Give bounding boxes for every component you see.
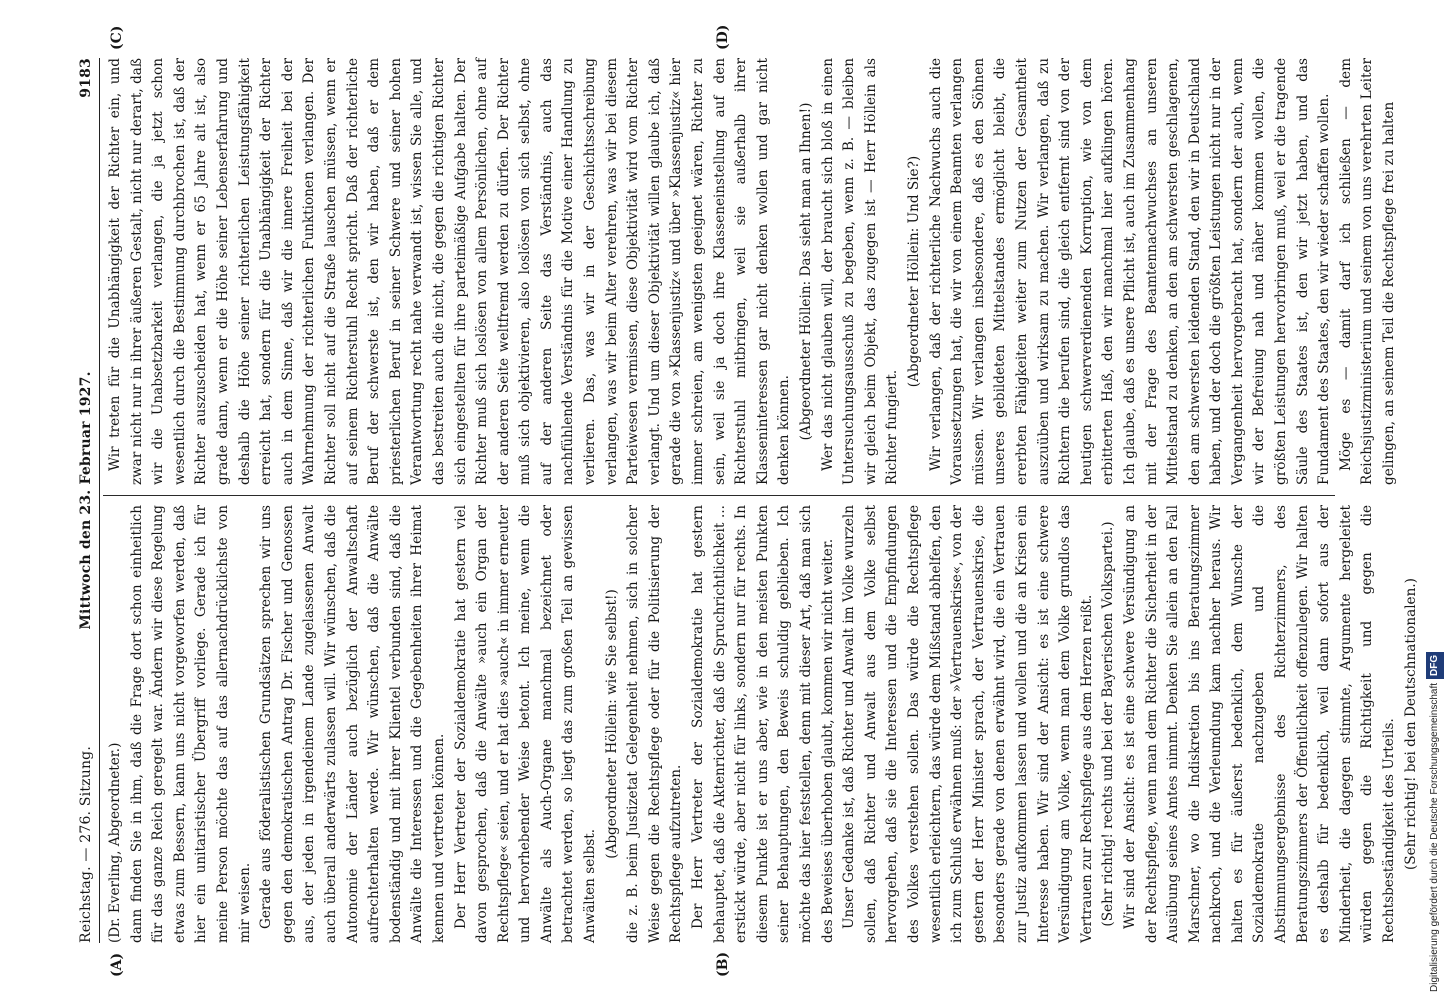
- paragraph: dann finden Sie in ihm, daß die Frage dort schon einheitlich für das ganze Reich geregelt war. Ändern wir diese Regelung etwas zum Bessern, kann uns nicht vorgeworfen werden, daß hier ein unitaristischer Übergriff vorliege. Gerade ich für meine Person möchte das auf das allernachdrücklichste von mir weisen.: [128, 505, 253, 943]
- paragraph: Der Herr Vertreter der Sozialdemokratie hat gestern behauptet, daß die Aktenrichter, daß die Spruchrichtlichkeit ... erstickt würde, aber nicht für links, sondern nur für rechts. In diesem Punkte ist er uns aber, wie in den meisten Punkten seiner Behauptungen, den Beweis schuldig geblieben. Ich möchte das hier feststellen, denn mit dieser Art, daß man sich des Beweises überhoben glaubt, kommen wir nicht weiter.: [690, 505, 836, 943]
- paragraph: Möge es — damit darf ich schließen — dem Reichsjustizministerium und seinem von uns verehrten Leiter gelingen, an seinem Teil die Rechtspflege frei zu halten: [1337, 58, 1398, 485]
- margin-mark-d: (D): [715, 24, 731, 50]
- interjection: (Sehr richtig! bei den Deutschnationalen.): [1402, 578, 1419, 870]
- watermark-text: Digitalisierung gefördert durch die Deutsche ForschungsgemeinschaftDFG: [1426, 8, 1444, 992]
- paragraph: Der Herr Vertreter der Sozialdemokratie hat gestern viel davon gesprochen, daß die Anwälte »auch ein Organ der Rechtspflege« seien, und er hat dies »auch« in immer erneuter und hervorhebender Weise betont. Ich meine, wenn die Anwälte als Auch-Organe manchmal bezeichnet oder betrachtet werden, so liegt das zum großen Teil an gewissen Anwälten selbst.: [452, 505, 599, 943]
- interjection: (Abgeordneter Höllein: Und Sie?): [905, 155, 922, 388]
- paragraph: Wer das nicht glauben will, der braucht sich bloß in einen Untersuchungsausschuß zu begeben, wenn z. B. — bleiben wir gleich beim Objekt, das zugegen ist — Herr Höllein als Richter fungiert.: [819, 58, 901, 485]
- left-column: [105, 505, 1419, 943]
- header-left: Reichstag. — 276. Sitzung.: [78, 746, 94, 943]
- header-date: Mittwoch den 23. Februar 1927.: [78, 371, 94, 630]
- speaker-line: (Dr. Everling, Abgeordneter.): [107, 742, 123, 943]
- paragraph: Gerade aus föderalistischen Grundsätzen sprechen wir uns gegen den demokratischen Antrag Dr. Fischer und Genossen aus, der jeden in irgendeinem Lande zugelassenen Anwalt auch überall anderwärts zulassen will. Wir wünschen, daß die Autonomie der Länder auch bezüglich der Anwaltschaft aufrechterhalten werde. Wir wünschen, daß die Anwälte bodenständig und mit ihrer Klientel verbunden sind, daß die Anwälte die Interessen und die Gegebenheiten ihrer Heimat kennen und vertreten können.: [258, 505, 447, 943]
- paragraph: Wir treten für die Unabhängigkeit der Richter ein, und zwar nicht nur in ihrer äußeren Gestalt, nicht nur derart, daß wir die Unabsetzbarkeit verlangen, die ja jetzt schon wesentlich durch die Bestimmung durchbrochen ist, daß der Richter auszuscheiden hat, wenn er 65 Jahre alt ist, also grade dann, wenn er die Höhe seiner Lebenserfahrung und deshalb die Höhe seiner richterlichen Leistungsfähigkeit erreicht hat, sondern für die Unabhängigkeit der Richter auch in dem Sinne, daß wir die innere Freiheit bei der Wahrnehmung der richterlichen Funktionen verlangen. Der Richter soll nicht auf die Straße lauschen müssen, wenn er auf seinem Richterstuhl Recht spricht. Daß der richterliche Beruf der schwerste ist, den wir haben, daß er dem priesterlichen Beruf in seiner Schwere und seiner hohen Verantwortung recht nahe verwandt ist, wissen Sie alle, und das bestreiten auch die nicht, die gegen die richtigen Richter sich eingestellten für ihre parteimäßige Aufgabe halten. Der Richter muß sich loslösen von allem Persönlichen, ohne auf der anderen Seite weltfremd werden zu dürfen. Der Richter muß sich objektivieren, also loslösen von sich selbst, ohne auf der anderen Seite das Verständnis, auch das nachfühlende Verständnis für die Motive einer Handlung zu verlieren. Das, was wir in der Geschichtsschreibung verlangen, was wir beim Alter verehren, was wir bei diesem Parteiwesen vermissen, diese Objektivität wird vom Richter verlangt. Und um dieser Objektivität willen glaube ich, daß gerade die von »Klassenjustiz« und über »Klassenjustiz« hier immer schreien, am wenigsten geeignet wären, Richter zu sein, weil sie ja doch ihre Klasseneinstellung auf den Richterstuhl mitbringen, weil sie außerhalb ihrer Klasseninteressen gar nicht denken wollen und gar nicht denken können.: [107, 58, 793, 485]
- column-divider: [103, 495, 1335, 496]
- dfg-logo: DFG: [1426, 652, 1444, 679]
- paragraph: Wir sind der Ansicht: es ist eine schwere Versündigung an der Rechtspflege, wenn man dem Richter die Sicherheit in der Ausübung seines Amtes nimmt. Denken Sie allein an den Fall Marschner, wo die Indiskretion bis ins Beratungszimmer nachkroch, und die Verleumdung kam nachher heraus. Wir halten es für äußerst bedenklich, dem Wunsche der Sozialdemokratie nachzugeben und die Abstimmungsergebnisse des Richterzimmers, des Beratungszimmers der Öffentlichkeit offenzulegen. Wir halten es deshalb für bedenklich, weil dann sofort aus der Minderheit, die dagegen stimmte, Argumente hergeleitet würden gegen die Richtigkeit und gegen die Rechtsbeständigkeit des Urteils.: [1121, 505, 1398, 943]
- page-header: [75, 58, 100, 943]
- margin-mark-b: (B): [715, 951, 731, 977]
- page-number: 9183: [78, 58, 94, 98]
- paragraph: die z. B. beim Justizetat Gelegenheit nehmen, sich in solcher Weise gegen die Rechtspflege oder für die Politisierung der Rechtspflege aufzutreten.: [625, 505, 685, 943]
- right-column: [105, 58, 1398, 485]
- paragraph: Wir verlangen, daß der richterliche Nachwuchs auch die Voraussetzungen hat, die wir von einem Beamten verlangen müssen. Wir verlangen insbesondere, daß es den Söhnen unseres gebildeten Mittelstandes ermöglicht bleibt, die ererbten Fähigkeiten weiter zum Nutzen der Gesamtheit auszuüben und wirksam zu machen. Wir verlangen, daß zu Richtern die berufen sind, die gleich entfernt sind von der heutigen schwerverdienenden Korruption, wie von dem erbitterten Haß, den wir manchmal hier aufklingen hören. Ich glaube, daß es unsere Pflicht ist, auch im Zusammenhang mit der Frage des Beamtennachwuchses an unseren Mittelstand zu denken, an den am schwersten geschlagenen, den am schwersten leidenden Stand, den wir in Deutschland haben, und der doch die größten Leistungen nicht nur in der Vergangenheit hervorgebracht hat, sondern der auch, wenn wir der Befreiung nah und näher kommen wollen, die größten Leistungen hervorbringen muß, weil er die tragende Säule des Staates ist, den wir jetzt haben, und das Fundament des Staates, den wir wieder schaffen wollen.: [927, 58, 1333, 485]
- paragraph: Unser Gedanke ist, daß Richter und Anwalt im Volke wurzeln sollen, daß Richter und Anwalt aus dem Volke selbst hervorgehen, daß sie die Interessen und die Empfindungen des Volkes verstehen sollen. Das würde die Rechtspflege wesentlich erleichtern, das würde dem Mißstand abhelfen, den ich zum Schluß erwähnen muß: der »Vertrauenskrise«, von der gestern der Herr Minister sprach, der Vertrauenskrise, die besonders gerade von denen erwähnt wird, die ein Vertrauen zur Justiz aufkommen lassen und wollen und die an Krisen ein Interesse haben. Wir sind der Ansicht: es ist eine schwere Versündigung am Volke, wenn man dem Volke grundlos das Vertrauen zur Rechtspflege aus dem Herzen reißt.: [841, 505, 1095, 943]
- digitization-watermark: [1426, 8, 1446, 992]
- interjection: (Abgeordneter Höllein: wie Sie selbst!): [603, 589, 620, 859]
- margin-mark-c: (C): [109, 25, 125, 50]
- margin-mark-a: (A): [109, 952, 125, 977]
- newspaper-page: [75, 24, 1419, 977]
- interjection: (Sehr richtig! rechts und bei der Bayerischen Volkspartei.): [1100, 521, 1117, 927]
- interjection: (Abgeordneter Höllein: Das sieht man an Ihnen!): [798, 102, 814, 441]
